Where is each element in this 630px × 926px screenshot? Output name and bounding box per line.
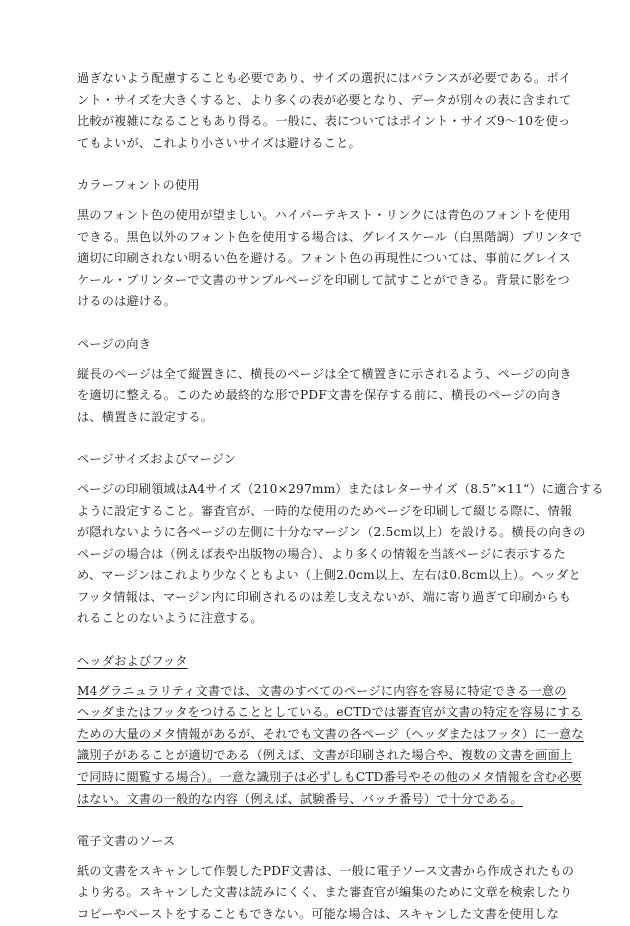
section-heading-header-footer: ヘッダおよびフッタ <box>77 654 188 669</box>
section-heading-page-orientation: ページの向き <box>77 336 152 351</box>
paragraph-line: ための大量のメタ情報があるが、それでも文書の各ページ（ヘッダまたはフッタ）に一意な <box>77 726 584 741</box>
section-heading-color-font: カラーフォントの使用 <box>77 178 200 193</box>
section-heading-electronic-source: 電子文書のソース <box>77 834 176 849</box>
paragraph-line: ページの印刷領域はA4サイズ（210×297mm）またはレターサイズ（8.5”×11“）に適合する <box>77 481 604 496</box>
paragraph-line: てもよいが、これより小さいサイズは避けること。 <box>77 135 361 150</box>
page-size-paragraph <box>77 479 604 630</box>
paragraph-line: れることのないように注意する。 <box>77 611 263 626</box>
paragraph-line: ヘッダまたはフッタをつけることとしている。eCTDでは審査官が文書の特定を容易にする <box>77 705 583 720</box>
header-footer-paragraph <box>77 681 584 811</box>
paragraph-line: 適切に印刷されない明るい色を避ける。フォント色の再現性については、事前にグレイス <box>77 251 571 266</box>
paragraph-line: はない。文書の一般的な内容（例えば、試験番号、バッチ番号）で十分である。 <box>77 791 523 806</box>
paragraph-line: M4グラニュラリティ文書では、文書のすべてのページに内容を容易に特定できる一意の <box>77 683 567 698</box>
paragraph-line: ページの場合は（例えば表や出版物の場合）、より多くの情報を当該ページに表示するた <box>77 546 566 561</box>
paragraph-line: 縦長のページは全て縦置きに、横長のページは全て横置きに示されるよう、ページの向き <box>77 366 572 381</box>
paragraph-line: コピーやペーストをすることもできない。可能な場合は、スキャンした文書を使用しな <box>77 907 560 921</box>
paragraph-line: は、横置きに設定する。 <box>77 409 214 424</box>
document-page <box>77 68 604 926</box>
paragraph-line: 紙の文書をスキャンして作製したPDF文書は、一般に電子ソース文書から作成されたもの <box>77 863 575 878</box>
paragraph-line: 識別子があることが適切である（例えば、文書が印刷された場合や、複数の文書を画面上 <box>77 748 573 763</box>
paragraph-line: フッタ情報は、マージン内に印刷されるのは差し支えないが、端に寄り過ぎて印刷からも <box>77 589 572 604</box>
paragraph-line: が隠れないように各ページの左側に十分なマージン（2.5cm以上）を設ける。横長の向きの <box>77 525 586 540</box>
paragraph-line: できる。黒色以外のフォント色を使用する場合は、グレイスケール（白黒階調）プリンタで <box>77 229 583 244</box>
intro-paragraph <box>77 68 572 154</box>
paragraph-line: め、マージンはこれより少なくともよい（上側2.0cm以上、左右は0.8cm以上）。ヘッダと <box>77 568 581 583</box>
paragraph-line: より劣る。スキャンした文書は読みにくく、また審査官が編集のために文章を検索したり <box>77 885 573 900</box>
color-font-paragraph <box>77 205 583 313</box>
section-heading-page-size-margin: ページサイズおよびマージン <box>77 452 237 467</box>
paragraph-line: けるのは避ける。 <box>77 294 177 309</box>
paragraph-line: ように設定すること。審査官が、一時的な使用のためページを印刷して綴じる際に、情報 <box>77 503 573 518</box>
page-orientation-paragraph <box>77 364 572 429</box>
paragraph-line: ケール・プリンターで文書のサンプルページを印刷して試すことができる。背景に影をつ <box>77 272 570 287</box>
paragraph-line: 黒のフォント色の使用が望ましい。ハイパーテキスト・リンクには青色のフォントを使用 <box>77 207 571 222</box>
paragraph-line: を適切に整える。このため最終的な形でPDF文書を保存する前に、横長のページの向き <box>77 388 563 403</box>
paragraph-line: 過ぎないよう配慮することも必要であり、サイズの選択にはバランスが必要である。ポイ <box>77 71 572 85</box>
paragraph-line: で同時に閲覧する場合）。一意な識別子は必ずしもCTD番号やその他のメタ情報を含む必要 <box>77 770 582 785</box>
paragraph-line: ント・サイズを大きくすると、より多くの表が必要となり、データが別々の表に含まれて <box>77 92 572 107</box>
paragraph-line: 比較が複雑になることもあり得る。一般に、表についてはポイント・サイズ9〜10を使っ <box>77 114 571 129</box>
